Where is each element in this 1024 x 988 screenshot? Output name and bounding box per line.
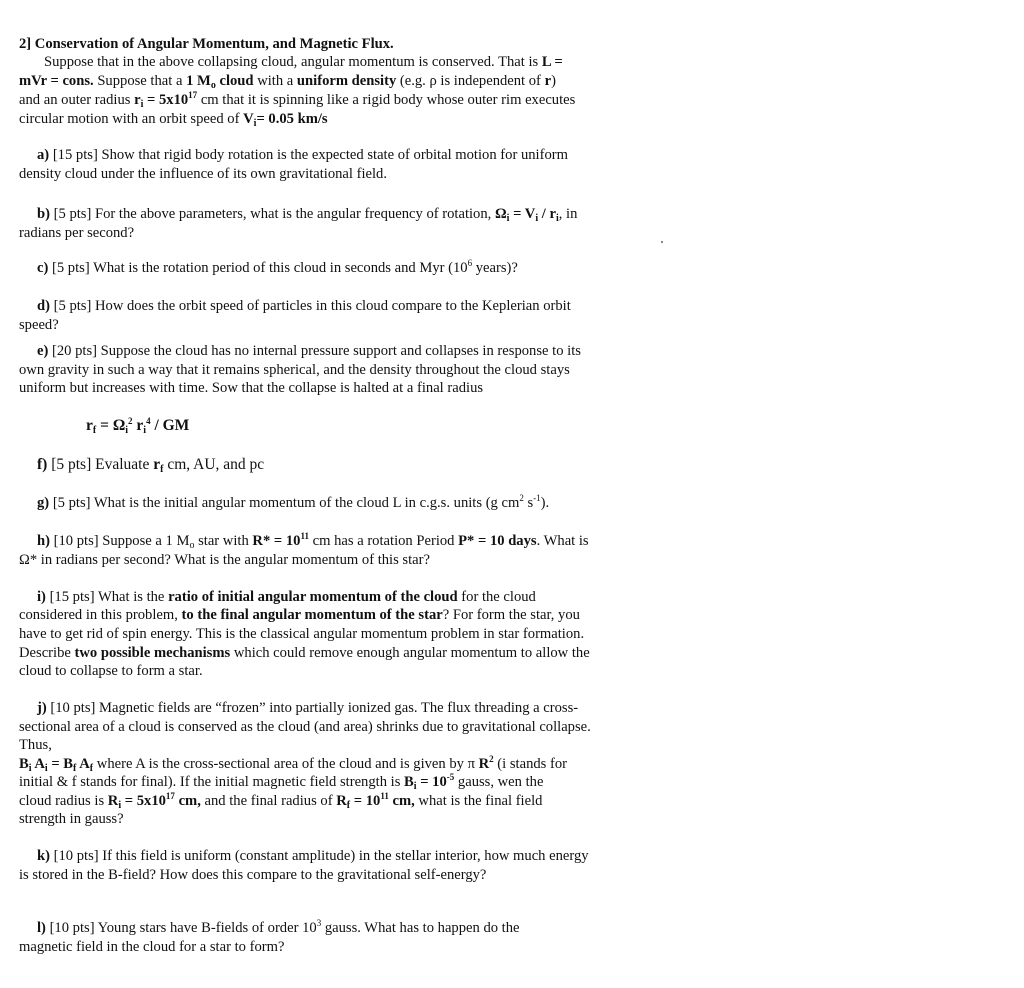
text-fragment: sectional area of a cloud is conserved as the cloud (and area) shrinks due to gravitational collapse.: [19, 719, 591, 735]
question-j-line-1: [37, 699, 578, 717]
text-fragment: f: [73, 763, 77, 774]
text-fragment: [5 pts] How does the orbit speed of particles in this cloud compare to the Keplerian orbit: [49, 298, 571, 314]
question-c-line-1: [37, 259, 518, 277]
text-fragment: i: [118, 800, 122, 811]
text-fragment: / r: [538, 206, 556, 222]
text-fragment: circular motion with an orbit speed of: [19, 111, 244, 127]
question-e-line-3: [19, 379, 483, 397]
text-fragment: i: [413, 781, 417, 792]
text-fragment: A: [76, 756, 90, 772]
text-fragment: 2: [128, 416, 133, 426]
text-fragment: density cloud under the influence of its own gravitational field.: [19, 166, 387, 182]
text-fragment: [5 pts] Evaluate: [47, 456, 154, 473]
text-fragment: r: [134, 92, 141, 108]
intro-line-2: [19, 72, 556, 90]
text-fragment: a): [37, 147, 50, 163]
question-b-line-1: [37, 205, 577, 223]
text-fragment: L =: [541, 54, 563, 70]
text-fragment: uniform density: [296, 73, 397, 89]
text-fragment: = 5x10: [121, 793, 166, 809]
text-fragment: 2: [489, 754, 494, 764]
text-fragment: Ω: [494, 206, 507, 222]
question-f-line-1: [37, 456, 264, 474]
question-b-line-2: [19, 224, 134, 242]
problem-title-text: 2] Conservation of Angular Momentum, and Magnetic Flux.: [19, 36, 394, 52]
text-fragment: l): [37, 920, 46, 936]
text-fragment: [10 pts] Magnetic fields are “frozen” into partially ionized gas. The flux threading a cross-: [46, 700, 579, 716]
question-h-line-1: [37, 532, 589, 550]
text-fragment: P* = 10 days: [458, 533, 537, 549]
question-a-line-2: [19, 165, 387, 183]
text-fragment: i: [253, 118, 257, 129]
text-fragment: B: [19, 756, 29, 772]
text-fragment: for the cloud: [457, 589, 536, 605]
text-fragment: [15 pts] Show that rigid body rotation is the expected state of orbital motion for uniform: [49, 147, 568, 163]
text-fragment: o: [189, 540, 195, 551]
question-e-line-2: [19, 361, 570, 379]
text-fragment: and the final radius of: [200, 793, 337, 809]
text-fragment: k): [37, 848, 50, 864]
text-fragment: (e.g. ρ is independent of: [396, 73, 545, 89]
text-fragment: i: [506, 213, 510, 224]
question-i-line-4: [19, 644, 590, 662]
text-fragment: R: [336, 793, 347, 809]
text-fragment: , in: [558, 206, 578, 222]
text-fragment: i: [125, 425, 129, 436]
text-fragment: r: [544, 73, 552, 89]
text-fragment: d): [37, 298, 50, 314]
text-fragment: two possible mechanisms: [74, 645, 231, 661]
text-fragment: 11: [300, 531, 309, 541]
text-fragment: -1: [533, 493, 541, 503]
text-fragment: years)?: [472, 260, 518, 276]
text-fragment: speed?: [19, 317, 59, 333]
text-fragment: [20 pts] Suppose the cloud has no internal pressure support and collapses in response to its: [48, 343, 581, 359]
text-fragment: [10 pts] If this field is uniform (constant amplitude) in the stellar interior, how much energy: [49, 848, 589, 864]
text-fragment: and an outer radius: [19, 92, 135, 108]
text-fragment: i: [44, 763, 48, 774]
question-h-line-2: [19, 551, 430, 569]
text-fragment: gauss. What has to happen do the: [321, 920, 520, 936]
text-fragment: 1 M: [186, 73, 211, 89]
question-l-line-2: [19, 938, 284, 956]
text-fragment: 17: [188, 90, 198, 100]
text-fragment: initial & f stands for final). If the initial magnetic field strength is: [19, 774, 405, 790]
stray-dot: [661, 241, 663, 243]
text-fragment: R: [107, 793, 119, 809]
text-fragment: Ω* in radians per second? What is the angular momentum of this star?: [19, 552, 430, 568]
intro-line-3: [19, 91, 575, 109]
text-fragment: [5 pts] What is the rotation period of this cloud in seconds and Myr (10: [48, 260, 468, 276]
text-fragment: 6: [467, 258, 473, 268]
text-fragment: 11: [380, 791, 389, 801]
text-fragment: i: [140, 99, 144, 110]
text-fragment: [10 pts] Suppose a 1 M: [49, 533, 190, 549]
text-fragment: = Ω: [96, 417, 126, 434]
text-fragment: [10 pts] Young stars have B-fields of order 10: [45, 920, 317, 936]
question-a-line-1: [37, 146, 568, 164]
text-fragment: = B: [47, 756, 74, 772]
text-fragment: (i stands for: [493, 756, 568, 772]
question-j-line-5: [19, 773, 543, 791]
text-fragment: uniform but increases with time. Sow that the collapse is halted at a final radius: [19, 380, 484, 396]
text-fragment: [5 pts] For the above parameters, what is the angular frequency of rotation,: [49, 206, 495, 222]
text-fragment: A: [31, 756, 45, 772]
question-d-line-2: [19, 316, 59, 334]
text-fragment: = V: [509, 206, 536, 222]
text-fragment: = 10: [350, 793, 381, 809]
question-d-line-1: [37, 297, 571, 315]
text-fragment: R: [478, 756, 490, 772]
text-fragment: cloud to collapse to form a star.: [19, 663, 203, 679]
text-fragment: 3: [316, 918, 322, 928]
text-fragment: strength in gauss?: [19, 811, 124, 827]
text-fragment: 2: [519, 493, 524, 503]
text-fragment: f: [92, 425, 97, 436]
question-k-line-1: [37, 847, 589, 865]
intro-line-1: [44, 53, 563, 71]
text-fragment: cm,: [174, 793, 201, 809]
text-fragment: R* = 10: [252, 533, 301, 549]
text-fragment: f: [160, 464, 164, 475]
text-fragment: r: [153, 456, 161, 473]
text-fragment: s: [523, 495, 534, 511]
text-fragment: cloud: [215, 73, 254, 89]
text-fragment: ).: [540, 495, 550, 511]
text-fragment: Thus,: [19, 737, 52, 753]
text-fragment: considered in this problem,: [19, 607, 182, 623]
text-fragment: i: [555, 213, 559, 224]
text-fragment: -5: [446, 772, 455, 782]
text-fragment: cm has a rotation Period: [308, 533, 459, 549]
text-fragment: have to get rid of spin energy. This is the classical angular momentum problem in star formation.: [19, 626, 585, 642]
question-i-line-3: [19, 625, 584, 643]
text-fragment: is stored in the B-field? How does this compare to the gravitational self-energy?: [19, 867, 487, 883]
question-j-line-4: [19, 755, 567, 773]
text-fragment: cm that it is spinning like a rigid body whose outer rim executes: [197, 92, 576, 108]
text-fragment: j): [37, 700, 47, 716]
text-fragment: magnetic field in the cloud for a star to form?: [19, 939, 285, 955]
text-fragment: c): [37, 260, 49, 276]
text-fragment: f: [89, 763, 94, 774]
text-fragment: Suppose that in the above collapsing cloud, angular momentum is conserved. That is: [44, 54, 542, 70]
text-fragment: where A is the cross-sectional area of the cloud and is given by π: [93, 756, 479, 772]
text-fragment: 4: [146, 416, 151, 426]
text-fragment: ratio of initial angular momentum of the cloud: [168, 589, 458, 605]
text-fragment: what is the final field: [414, 793, 543, 809]
question-j-line-7: [19, 810, 124, 828]
question-j-line-6: [19, 792, 542, 810]
text-fragment: i: [535, 213, 539, 224]
text-fragment: = 0.05 km/s: [256, 111, 328, 127]
text-fragment: ): [551, 73, 556, 89]
text-fragment: [15 pts] What is the: [45, 589, 169, 605]
text-fragment: o: [210, 80, 216, 91]
question-g-line-1: [37, 494, 549, 512]
question-i-line-2: [19, 606, 580, 624]
text-fragment: i: [28, 763, 32, 774]
text-fragment: r: [86, 417, 93, 434]
text-fragment: e): [37, 343, 49, 359]
text-fragment: . What is: [536, 533, 589, 549]
question-j-line-2: [19, 718, 591, 736]
text-fragment: h): [37, 533, 50, 549]
text-fragment: cloud radius is: [19, 793, 108, 809]
text-fragment: which could remove enough angular momentum to allow the: [230, 645, 590, 661]
text-fragment: ? For form the star, you: [442, 607, 580, 623]
text-fragment: r: [132, 417, 144, 434]
text-fragment: i): [37, 589, 46, 605]
text-fragment: = 5x10: [143, 92, 189, 108]
text-fragment: V: [243, 111, 254, 127]
text-fragment: to the final angular momentum of the star: [181, 607, 443, 623]
question-k-line-2: [19, 866, 486, 884]
text-fragment: star with: [194, 533, 253, 549]
text-fragment: with a: [253, 73, 297, 89]
question-e-line-1: [37, 342, 581, 360]
text-fragment: / GM: [150, 417, 190, 434]
text-fragment: Suppose that a: [93, 73, 187, 89]
problem-title: [19, 35, 394, 53]
text-fragment: B: [404, 774, 414, 790]
text-fragment: g): [37, 495, 50, 511]
final-radius-equation: [86, 417, 189, 435]
question-j-line-3: [19, 736, 52, 754]
text-fragment: [5 pts] What is the initial angular momentum of the cloud L in c.g.s. units (g cm: [49, 495, 520, 511]
question-i-line-1: [37, 588, 536, 606]
question-l-line-1: [37, 919, 520, 937]
text-fragment: f: [346, 800, 351, 811]
text-fragment: b): [37, 206, 50, 222]
text-fragment: gauss, wen the: [454, 774, 544, 790]
text-fragment: mVr = cons.: [19, 73, 94, 89]
text-fragment: radians per second?: [19, 225, 135, 241]
intro-line-4: [19, 110, 328, 128]
question-i-line-5: [19, 662, 203, 680]
text-fragment: i: [143, 425, 147, 436]
text-fragment: = 10: [416, 774, 447, 790]
text-fragment: cm, AU, and pc: [163, 456, 265, 473]
text-fragment: f): [37, 456, 48, 473]
text-fragment: cm,: [388, 793, 415, 809]
text-fragment: Describe: [19, 645, 75, 661]
text-fragment: own gravity in such a way that it remains spherical, and the density throughout the cloud stays: [19, 362, 570, 378]
text-fragment: 17: [165, 791, 175, 801]
